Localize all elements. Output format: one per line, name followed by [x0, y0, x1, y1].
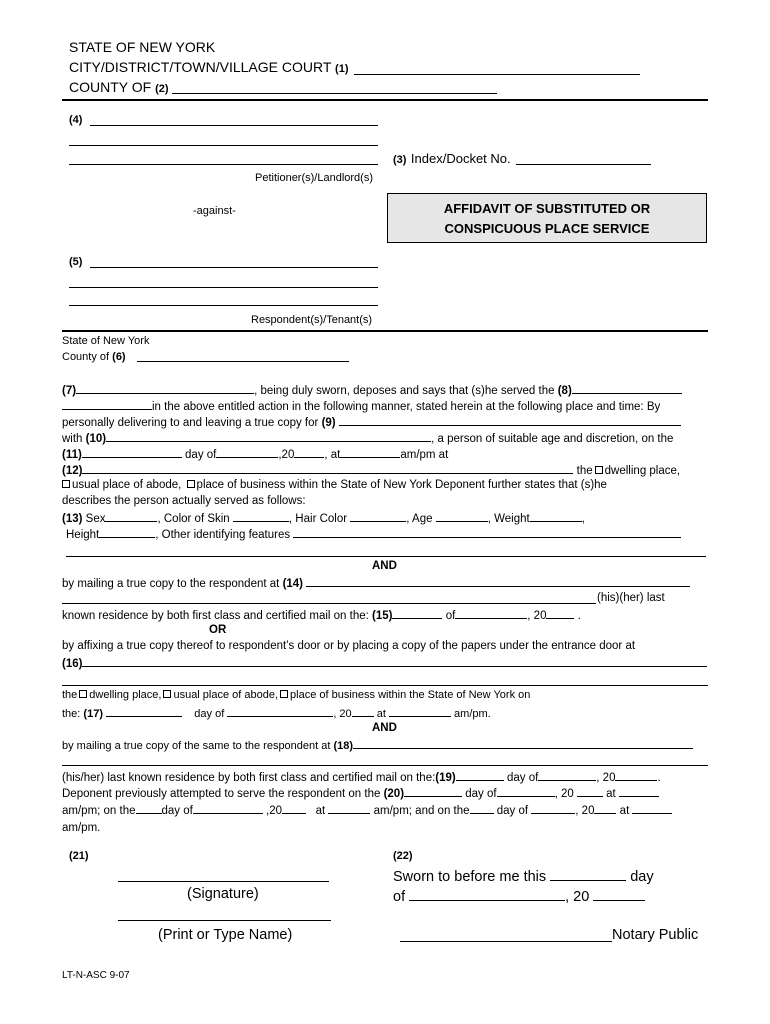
mailing-text-18: by mailing a true copy of the same to the respondent at [62, 740, 331, 752]
field-number-16: (16) [62, 658, 83, 670]
ampm-end-text: am/pm. [62, 822, 101, 834]
line-9 [62, 415, 681, 429]
hair-color-label: , Hair Color [288, 513, 348, 525]
field-number-17: (17) [83, 708, 103, 720]
service-address-field[interactable] [82, 463, 573, 474]
field-number-2: (2) [155, 83, 169, 95]
service-month-field[interactable] [216, 447, 278, 458]
affidavit-title-line-2: CONSPICUOUS PLACE SERVICE [444, 221, 650, 236]
attempt1-day-field[interactable] [404, 786, 462, 797]
mail-year-prefix: , 20 [527, 610, 547, 622]
print-name-label: (Print or Type Name) [158, 927, 293, 943]
service-day-field[interactable] [82, 447, 182, 458]
court-header [69, 59, 349, 75]
other-features-label: , Other identifying features [155, 529, 291, 541]
line-12 [62, 463, 680, 477]
attempt1-year-field[interactable] [577, 786, 603, 797]
and-label-1: AND [372, 560, 397, 572]
attempt2-month-field[interactable] [193, 803, 263, 814]
affix-year-field[interactable] [352, 706, 374, 717]
signature-label: (Signature) [187, 886, 259, 902]
venue-county-field[interactable] [137, 361, 349, 362]
field-number-15: (15) [372, 610, 393, 622]
his-her-label: (his)(her) last [597, 592, 665, 604]
day-of-text-6: day of [496, 805, 529, 817]
field-number-14: (14) [282, 578, 304, 590]
and-label-2: AND [372, 722, 397, 734]
suitable-age-text: , a person of suitable age and discretion, on the [431, 433, 674, 445]
county-header [69, 79, 169, 95]
known-residence-text-19: (his/her) last known residence by both first class and certified mail on the: [62, 772, 436, 784]
sworn-of-line [393, 887, 645, 905]
of-label: of [393, 889, 406, 905]
mail-month-field-19[interactable] [538, 770, 596, 781]
at-text-2: at [376, 708, 386, 720]
other-features-line-2[interactable] [66, 556, 706, 557]
field-number-8: (8) [557, 385, 572, 397]
mailing-address-18-line-2[interactable] [62, 765, 708, 766]
hair-color-field[interactable] [350, 511, 406, 522]
line-17 [62, 706, 491, 720]
business-checkbox-2[interactable] [280, 690, 288, 698]
true-copy-for-field[interactable] [339, 415, 681, 426]
the2-text: the [62, 689, 78, 701]
signature-line[interactable] [118, 881, 329, 882]
abode-label-2: usual place of abode, [173, 689, 279, 701]
affix-time-field[interactable] [389, 706, 451, 717]
attempt1-time-field[interactable] [619, 786, 659, 797]
known-residence-text: known residence by both first class and certified mail on the: [62, 610, 369, 622]
attempt3-year-prefix: , 20 [575, 805, 595, 817]
print-name-line[interactable] [118, 920, 331, 921]
sex-label: Sex [85, 513, 106, 525]
index-docket-field[interactable] [516, 164, 651, 165]
attempt3-day-field[interactable] [470, 803, 494, 814]
dwelling-label: dwelling place, [604, 465, 681, 477]
personally-delivering-text: personally delivering to and leaving a true copy for [62, 417, 319, 429]
field-number-7: (7) [62, 385, 77, 397]
field-number-10: (10) [85, 433, 107, 445]
age-field[interactable] [436, 511, 488, 522]
field-number-3: (3) [393, 154, 407, 166]
court-label: CITY/DISTRICT/TOWN/VILLAGE COURT [69, 59, 332, 75]
other-features-field[interactable] [293, 527, 681, 538]
affix-address-line-2[interactable] [62, 685, 708, 686]
at-text: , at [324, 449, 341, 461]
dwelling-checkbox-2[interactable] [79, 690, 87, 698]
mail-day-field[interactable] [392, 608, 442, 619]
line-10 [62, 431, 673, 445]
venue-county [62, 351, 126, 363]
line-15 [62, 608, 581, 622]
venue-state: State of New York [62, 335, 150, 347]
mail-year-field-19[interactable] [615, 770, 657, 781]
age-label: , Age [406, 513, 433, 525]
line-7 [62, 383, 682, 397]
index-docket [393, 150, 511, 168]
county-field[interactable] [172, 93, 497, 94]
affix-day-field[interactable] [106, 706, 182, 717]
mailing-address-line-2[interactable] [62, 603, 596, 604]
field-number-12: (12) [62, 465, 83, 477]
mail-year-field[interactable] [546, 608, 574, 619]
at-text-4: at [315, 805, 326, 817]
field-number-4: (4) [69, 114, 83, 126]
field-number-9: (9) [321, 417, 336, 429]
day-of-text: day of [185, 449, 217, 461]
mailing-text-14: by mailing a true copy to the respondent at [62, 578, 280, 590]
weight-label: , Weight [487, 513, 530, 525]
sworn-text: , being duly sworn, deposes and says that (s)he served the [254, 385, 555, 397]
notary-label: Notary Public [612, 927, 699, 943]
county-label: COUNTY OF [69, 79, 152, 95]
weight-field[interactable] [530, 511, 582, 522]
header-divider [62, 99, 708, 101]
field-number-6: (6) [112, 351, 126, 363]
line-20 [62, 786, 659, 800]
period-text-2: . [657, 772, 661, 784]
ampm-and-text: am/pm; and on the [373, 805, 470, 817]
line-20b [62, 803, 672, 817]
field-number-21: (21) [69, 850, 89, 862]
dwelling-label-2: dwelling place, [89, 689, 162, 701]
mailing-address-field[interactable] [306, 576, 690, 587]
petitioner-line-1[interactable] [90, 125, 378, 126]
year-prefix-19: , 20 [596, 772, 616, 784]
notary-signature-line[interactable] [400, 941, 612, 942]
or-label: OR [209, 624, 227, 636]
of-text: of [445, 610, 456, 622]
attempt3-year-field[interactable] [594, 803, 616, 814]
field-number-20: (20) [383, 788, 405, 800]
abode-label: usual place of abode, [72, 479, 182, 491]
abode-checkbox-2[interactable] [163, 690, 171, 698]
affix-month-field[interactable] [227, 706, 333, 717]
caption-divider [62, 330, 708, 332]
the-colon-text: the: [62, 708, 81, 720]
day-of-text-2: day of [194, 708, 225, 720]
field-number-11: (11) [62, 449, 82, 461]
mailing-address-field-18[interactable] [353, 738, 693, 749]
sworn-day-field[interactable] [550, 867, 626, 881]
field-number-5: (5) [69, 256, 83, 268]
line-place-type [62, 689, 530, 701]
attempt2-year-prefix: ,20 [266, 805, 283, 817]
day-of-text-4: day of [465, 788, 497, 800]
business-checkbox[interactable] [187, 480, 195, 488]
sworn-year-prefix: , 20 [565, 889, 590, 905]
field-number-19: (19) [435, 772, 456, 784]
field-number-22: (22) [393, 850, 413, 862]
deponent-name-field[interactable] [76, 383, 254, 394]
service-time-field[interactable] [340, 447, 400, 458]
business-label-2: place of business within the State of New York on [290, 689, 531, 701]
sex-field[interactable] [105, 511, 157, 522]
state-header: STATE OF NEW YORK [69, 39, 216, 55]
attempt2-year-field[interactable] [282, 803, 306, 814]
line-8 [62, 399, 660, 413]
at-text-3: at [606, 788, 616, 800]
field-number-1: (1) [335, 63, 349, 75]
affix-address-field[interactable] [82, 656, 707, 667]
at-text-5: at [619, 805, 630, 817]
attempt2-day-field[interactable] [136, 803, 162, 814]
index-label: Index/Docket No. [410, 151, 511, 166]
court-field[interactable] [354, 74, 640, 75]
line-16 [62, 656, 707, 670]
line-abode [62, 479, 607, 491]
service-year-field[interactable] [294, 447, 324, 458]
line-19 [62, 770, 661, 784]
dwelling-checkbox[interactable] [595, 466, 603, 474]
height-field[interactable] [99, 527, 155, 538]
mail-month-field[interactable] [455, 608, 527, 619]
day-of-text-5: day of [161, 805, 193, 817]
against-label: -against- [193, 205, 236, 217]
sworn-label: Sworn to before me this [393, 869, 547, 885]
ampm-text-2: am/pm. [454, 708, 491, 720]
height-label: Height [66, 529, 100, 541]
affixing-text: by affixing a true copy thereof to respondent’s door or by placing a copy of the papers under the entrance door at [62, 640, 636, 652]
person-served-field[interactable] [106, 431, 431, 442]
form-id: LT-N-ASC 9-07 [62, 970, 130, 981]
respondent-line-1[interactable] [90, 267, 378, 268]
with-text: with [62, 433, 83, 445]
petitioner-line-2[interactable] [69, 145, 378, 146]
papers-served-field[interactable] [572, 383, 682, 394]
skin-color-field[interactable] [233, 511, 289, 522]
line-height [66, 527, 681, 541]
attempt2-time-field[interactable] [328, 803, 370, 814]
respondent-line-2[interactable] [69, 287, 378, 288]
day-label: day [630, 869, 654, 885]
field-number-18: (18) [333, 740, 354, 752]
respondent-line-3[interactable] [69, 305, 378, 306]
attempt3-time-field[interactable] [632, 803, 672, 814]
ampm-at-text: am/pm at [400, 449, 449, 461]
describes-text: describes the person actually served as follows: [62, 495, 306, 507]
attempted-text: Deponent previously attempted to serve the respondent on the [62, 788, 381, 800]
respondent-label: Respondent(s)/Tenant(s) [251, 314, 373, 326]
attempt3-month-field[interactable] [531, 803, 575, 814]
year-prefix: ,20 [278, 449, 295, 461]
manner-text: in the above entitled action in the following manner, stated herein at the following place and time: By [152, 401, 661, 413]
line-18 [62, 738, 693, 752]
period-text: . [577, 610, 581, 622]
petitioner-line-3[interactable] [69, 164, 378, 165]
line-11 [62, 447, 448, 461]
field-number-13: (13) [62, 513, 83, 525]
affidavit-title-box [387, 193, 707, 243]
attempt1-year-prefix: , 20 [554, 788, 574, 800]
business-label: place of business within the State of New York Deponent further states that (s)he [196, 479, 607, 491]
abode-checkbox[interactable] [62, 480, 70, 488]
skin-color-label: , Color of Skin [157, 513, 230, 525]
affix-year-prefix: , 20 [333, 708, 352, 720]
sworn-month-field[interactable] [409, 887, 565, 901]
sworn-line [393, 867, 654, 885]
papers-served-field-cont[interactable] [62, 399, 152, 410]
ampm-on-text: am/pm; on the [62, 805, 136, 817]
sworn-year-field[interactable] [593, 887, 645, 901]
mail-day-field-19[interactable] [456, 770, 504, 781]
day-of-text-3: day of [506, 772, 539, 784]
affidavit-title-line-1: AFFIDAVIT OF SUBSTITUTED OR [443, 201, 651, 216]
attempt1-month-field[interactable] [497, 786, 555, 797]
petitioner-label: Petitioner(s)/Landlord(s) [255, 172, 373, 184]
venue-county-label: County of [62, 351, 110, 363]
line-14 [62, 576, 690, 590]
the-text: the [576, 465, 593, 477]
line-13: (13) Sex , Color of Skin , Hair Color , Age , Weight , [62, 513, 585, 525]
